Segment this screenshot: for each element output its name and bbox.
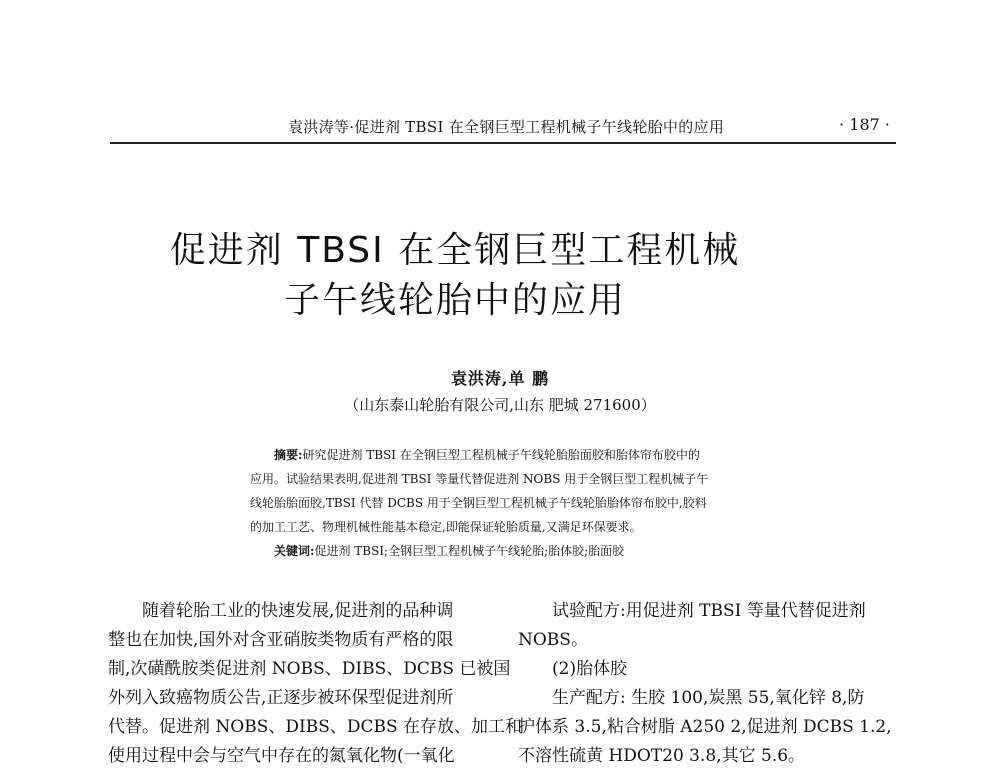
paragraph-line: 护体系 3.5,粘合树脂 A250 2,促进剂 DCBS 1.2,	[518, 717, 892, 737]
paragraph-line: 随着轮胎工业的快速发展,促进剂的品种调	[142, 601, 454, 621]
authors: 袁洪涛,单 鹏	[450, 369, 550, 388]
abstract	[250, 443, 770, 563]
running-title: 袁洪涛等·促进剂 TBSI 在全钢巨型工程机械子午线轮胎中的应用	[288, 118, 725, 136]
page-number: · 187 ·	[839, 115, 890, 134]
affiliation: （山东泰山轮胎有限公司,山东 肥城 271600）	[344, 396, 656, 414]
paragraph-line: 使用过程中会与空气中存在的氮氧化物(一氧化	[108, 746, 455, 766]
body-column-left	[108, 597, 523, 771]
paragraph-line: 代替。促进剂 NOBS、DIBS、DCBS 在存放、加工和	[108, 717, 523, 737]
paragraph-line: 不溶性硫黄 HDOT20 3.8,其它 5.6。	[518, 746, 806, 766]
paragraph-line: 试验配方:用促进剂 TBSI 等量代替促进剂	[552, 601, 866, 621]
paragraph-line: NOBS。	[518, 630, 588, 650]
keywords-text: 促进剂 TBSI;全钢巨型工程机械子午线轮胎;胎体胶;胎面胶	[314, 544, 625, 558]
abstract-line: 的加工工艺、物理机械性能基本稳定,即能保证轮胎质量,又满足环保要求。	[250, 520, 642, 534]
paragraph-line: 外列入致癌物质公告,正逐步被环保型促进剂所	[108, 688, 454, 708]
article-title-line-1: 促进剂 TBSI 在全钢巨型工程机械	[169, 230, 741, 271]
abstract-label: 摘要:	[274, 448, 303, 462]
body-column-right	[518, 597, 908, 771]
keywords-label: 关键词:	[274, 544, 315, 558]
article-title-line-2: 子午线轮胎中的应用	[283, 280, 626, 321]
keywords	[250, 539, 770, 563]
paragraph-line: 整也在加快,国外对含亚硝胺类物质有严格的限	[108, 630, 454, 650]
abstract-line	[250, 443, 770, 467]
running-header	[110, 108, 896, 144]
abstract-line: 应用。试验结果表明,促进剂 TBSI 等量代替促进剂 NOBS 用于全钢巨型工程机械子午	[250, 472, 709, 486]
paragraph-line: 制,次磺酰胺类促进剂 NOBS、DIBS、DCBS 已被国	[108, 659, 511, 679]
section-heading: (2)胎体胶	[552, 659, 628, 679]
abstract-text: 研究促进剂 TBSI 在全钢巨型工程机械子午线轮胎胎面胶和胎体帘布胶中的	[302, 448, 700, 462]
abstract-line: 线轮胎胎面胶,TBSI 代替 DCBS 用于全钢巨型工程机械子午线轮胎胎体帘布胶中,胶料	[250, 496, 707, 510]
paragraph-line: 生产配方: 生胶 100,炭黑 55,氧化锌 8,防	[552, 688, 865, 708]
